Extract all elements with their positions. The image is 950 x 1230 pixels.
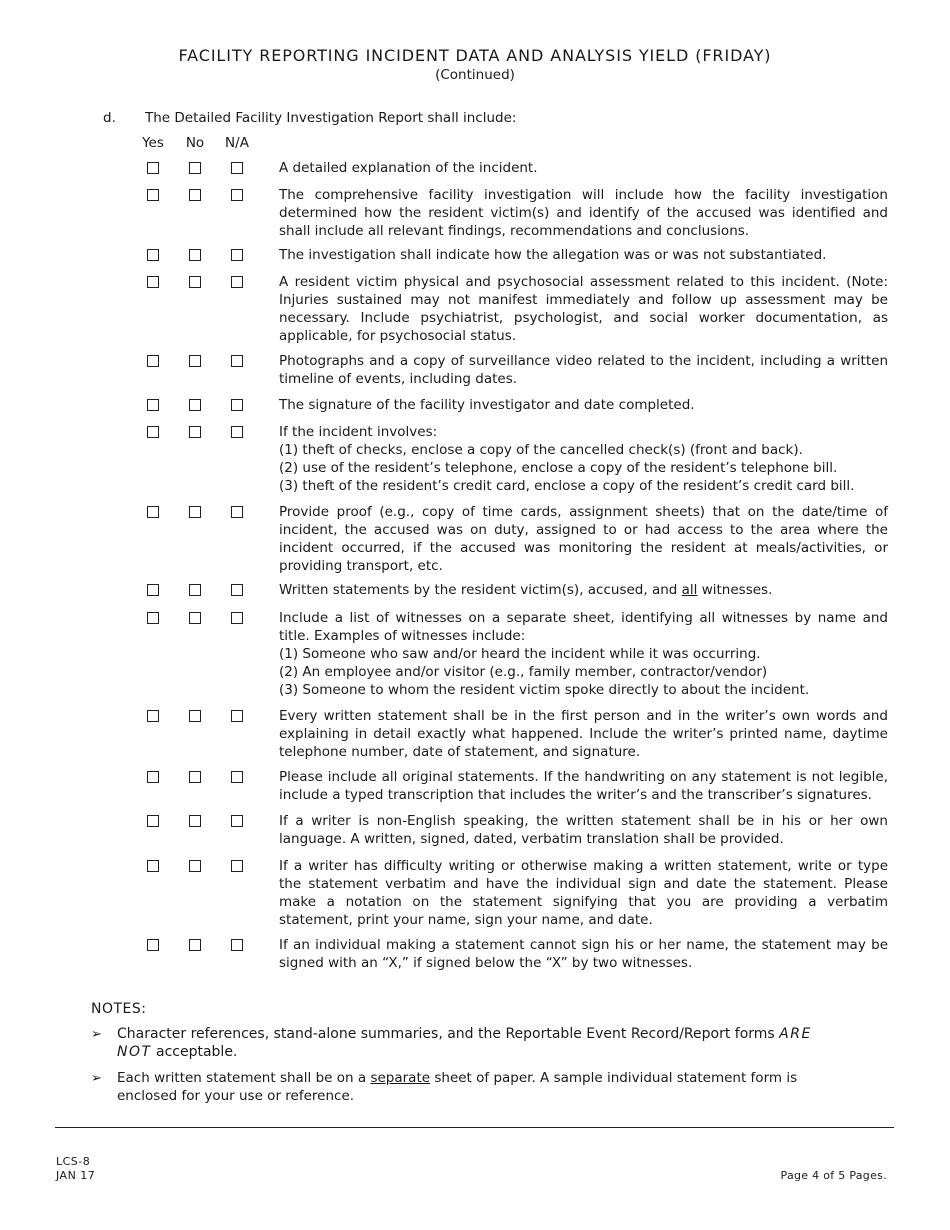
page-title: FACILITY REPORTING INCIDENT DATA AND ANALYSIS YIELD (FRIDAY): [178, 46, 772, 65]
checkbox-yes[interactable]: [147, 426, 159, 438]
checkbox-yes[interactable]: [147, 189, 159, 201]
checkbox-no[interactable]: [189, 771, 201, 783]
form-date: JAN 17: [56, 1169, 96, 1182]
column-header-na: N/A: [225, 135, 249, 151]
checkbox-no[interactable]: [189, 249, 201, 261]
section-heading: The Detailed Facility Investigation Report shall include:: [145, 110, 517, 126]
item-text: A resident victim physical and psychosocial assessment related to this incident. (Note: Injuries sustained may not manifest immediately and follow up assessment may be necessary. Include psychiatrist, psychologist, and social worker documentation, as applicable, for psychosocial status.: [279, 274, 888, 344]
checkbox-no[interactable]: [189, 710, 201, 722]
item-line: (2) An employee and/or visitor (e.g., family member, contractor/vendor): [279, 664, 768, 680]
item-text: Photographs and a copy of surveillance video related to the incident, including a written timeline of events, including dates.: [279, 353, 888, 387]
checkbox-no[interactable]: [189, 939, 201, 951]
checkbox-no[interactable]: [189, 506, 201, 518]
notes-label: NOTES:: [91, 1001, 147, 1017]
item-line: (1) theft of checks, enclose a copy of the cancelled check(s) (front and back).: [279, 442, 803, 458]
checkbox-yes[interactable]: [147, 939, 159, 951]
checkbox-na[interactable]: [231, 815, 243, 827]
note-item: [91, 1070, 851, 1106]
item-line: (3) theft of the resident’s credit card, enclose a copy of the resident’s credit card bill.: [279, 478, 855, 494]
item-text: If a writer has difficulty writing or otherwise making a written statement, write or type the statement verbatim and have the individual sign and date the statement. Please make a notation on the statement signifying that you are providing a verbatim statement, print your name, sign your name, and date.: [279, 858, 888, 928]
checkbox-na[interactable]: [231, 162, 243, 174]
checkbox-yes[interactable]: [147, 506, 159, 518]
checkbox-na[interactable]: [231, 771, 243, 783]
checkbox-yes[interactable]: [147, 612, 159, 624]
item-text: Provide proof (e.g., copy of time cards, assignment sheets) that on the date/time of incident, the accused was on duty, assigned to or had access to the area where the incident occurred, if the accused was monitoring the resident at meals/activities, or providing transport, etc.: [279, 504, 888, 574]
footer-rule: [55, 1127, 894, 1128]
checkbox-na[interactable]: [231, 710, 243, 722]
checkbox-yes[interactable]: [147, 355, 159, 367]
page-number: Page 4 of 5 Pages.: [780, 1169, 887, 1182]
checkbox-no[interactable]: [189, 355, 201, 367]
item-line: (1) Someone who saw and/or heard the incident while it was occurring.: [279, 646, 761, 662]
section-letter: d.: [103, 110, 116, 126]
note-text: Each written statement shall be on a separate sheet of paper. A sample individual statement form is enclosed for your use or reference.: [117, 1070, 798, 1104]
bullet-arrow-icon: ➢: [91, 1027, 102, 1042]
page-subtitle: (Continued): [435, 67, 515, 83]
column-header-no: No: [185, 135, 205, 151]
checkbox-no[interactable]: [189, 426, 201, 438]
checkbox-na[interactable]: [231, 399, 243, 411]
note-text: Character references, stand-alone summaries, and the Reportable Event Record/Report forms ARE NOT acceptable.: [117, 1026, 812, 1060]
checkbox-yes[interactable]: [147, 162, 159, 174]
column-header-yes: Yes: [142, 135, 164, 151]
checkbox-yes[interactable]: [147, 815, 159, 827]
item-text: Include a list of witnesses on a separate sheet, identifying all witnesses by name and title. Examples of witnesses include: (1) Someone who saw and/or heard the incident while it was occurring. (2) An employee and/or visitor (e.g., family member, contractor/vendor) (3) Someone to whom the resident victim spoke directly to about the incident.: [279, 610, 888, 698]
note-item: [91, 1026, 851, 1062]
item-text: Please include all original statements. If the handwriting on any statement is not legible, include a typed transcription that includes the writer’s and the transcriber’s signatures.: [279, 769, 888, 803]
item-text: [279, 423, 888, 495]
checkbox-yes[interactable]: [147, 276, 159, 288]
item-line: If the incident involves:: [279, 424, 438, 440]
checkbox-no[interactable]: [189, 189, 201, 201]
checkbox-no[interactable]: [189, 399, 201, 411]
checkbox-no[interactable]: [189, 162, 201, 174]
item-text: The comprehensive facility investigation will include how the facility investigation determined how the resident victim(s) and identify of the accused was identified and shall include all relevant findings, recommendations and conclusions.: [279, 187, 888, 239]
checkbox-no[interactable]: [189, 860, 201, 872]
checkbox-na[interactable]: [231, 355, 243, 367]
checkbox-yes[interactable]: [147, 249, 159, 261]
checkbox-na[interactable]: [231, 506, 243, 518]
checkbox-na[interactable]: [231, 249, 243, 261]
item-text: The investigation shall indicate how the allegation was or was not substantiated.: [279, 247, 827, 263]
item-line: (2) use of the resident’s telephone, enclose a copy of the resident’s telephone bill.: [279, 460, 838, 476]
item-text: The signature of the facility investigator and date completed.: [279, 397, 695, 413]
checkbox-na[interactable]: [231, 939, 243, 951]
checkbox-na[interactable]: [231, 189, 243, 201]
checkbox-yes[interactable]: [147, 860, 159, 872]
item-text: If an individual making a statement cannot sign his or her name, the statement may be signed with an “X,” if signed below the “X” by two witnesses.: [279, 937, 888, 971]
checkbox-no[interactable]: [189, 815, 201, 827]
checkbox-yes[interactable]: [147, 584, 159, 596]
checkbox-na[interactable]: [231, 612, 243, 624]
item-line: (3) Someone to whom the resident victim spoke directly to about the incident.: [279, 682, 810, 698]
form-code: LCS-8: [56, 1155, 91, 1168]
checkbox-yes[interactable]: [147, 399, 159, 411]
checkbox-yes[interactable]: [147, 771, 159, 783]
checkbox-no[interactable]: [189, 612, 201, 624]
checkbox-na[interactable]: [231, 584, 243, 596]
checkbox-na[interactable]: [231, 426, 243, 438]
checkbox-na[interactable]: [231, 860, 243, 872]
item-text: Every written statement shall be in the first person and in the writer’s own words and explaining in detail exactly what happened. Include the writer’s printed name, daytime telephone number, date of statement, and signature.: [279, 708, 888, 760]
checkbox-no[interactable]: [189, 276, 201, 288]
footer-form-code: [56, 1155, 95, 1183]
item-text: Written statements by the resident victim(s), accused, and all witnesses.: [279, 582, 773, 598]
item-text: If a writer is non-English speaking, the written statement shall be in his or her own language. A written, signed, dated, verbatim translation shall be provided.: [279, 813, 888, 847]
item-text: A detailed explanation of the incident.: [279, 160, 538, 176]
checkbox-yes[interactable]: [147, 710, 159, 722]
checkbox-na[interactable]: [231, 276, 243, 288]
checkbox-no[interactable]: [189, 584, 201, 596]
bullet-arrow-icon: ➢: [91, 1071, 102, 1086]
